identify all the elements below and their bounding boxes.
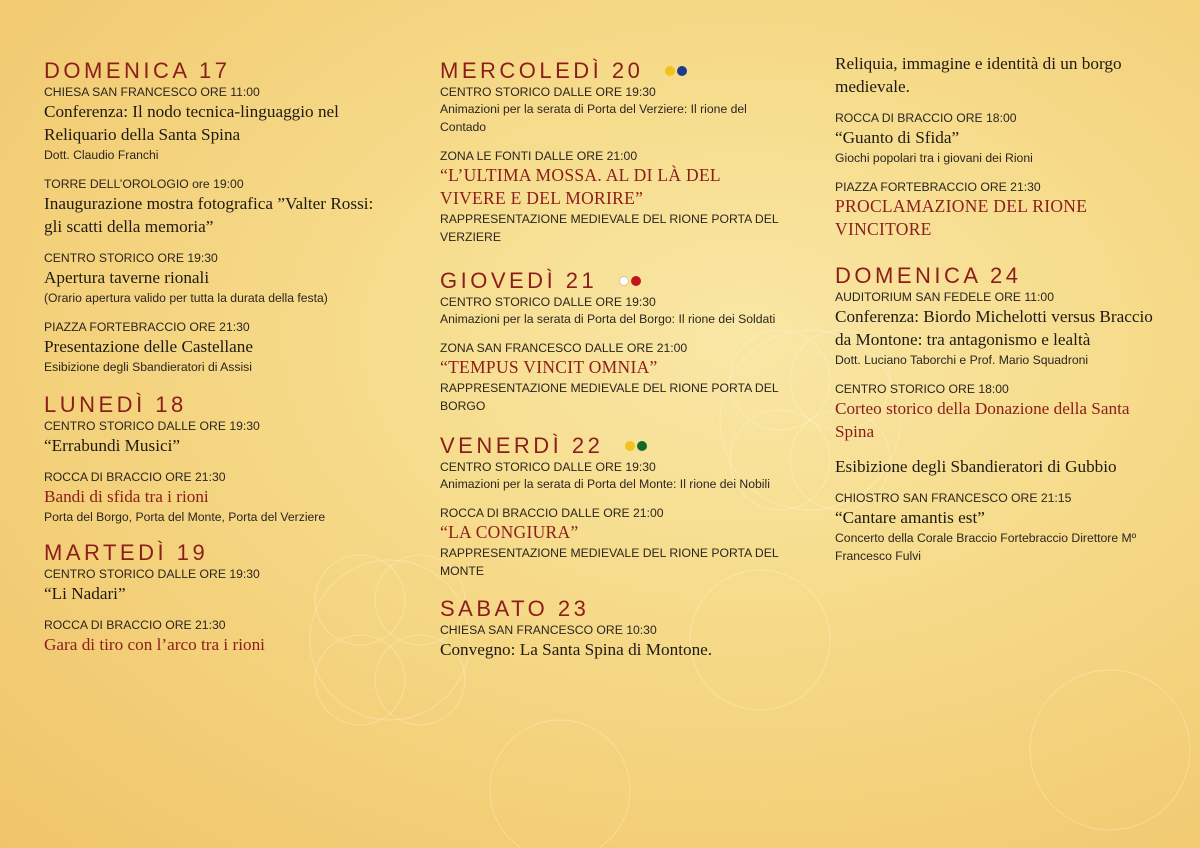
event-location-time: CENTRO STORICO DALLE ORE 19:30 (440, 460, 656, 474)
event-item (440, 294, 780, 328)
event-description: Porta del Borgo, Porta del Monte, Porta del Verziere (44, 510, 326, 524)
event-location-time: CENTRO STORICO DALLE ORE 19:30 (440, 85, 656, 99)
event-item (44, 176, 384, 238)
event-location-time: CENTRO STORICO ORE 19:30 (44, 251, 218, 265)
event-item (835, 179, 1165, 241)
event-title: “TEMPUS VINCIT OMNIA” (440, 357, 658, 377)
day-heading-text: DOMENICA 24 (835, 263, 1022, 288)
day-section (835, 263, 1165, 565)
event-description: RAPPRESENTAZIONE MEDIEVALE DEL RIONE PORTA DEL BORGO (440, 381, 779, 413)
event-title: Corteo storico della Donazione della Santa Spina (835, 399, 1130, 441)
event-item (44, 617, 384, 656)
event-item (44, 566, 384, 605)
event-title: Bandi di sfida tra i rioni (44, 487, 209, 506)
event-location-time: CHIESA SAN FRANCESCO ORE 10:30 (440, 623, 657, 637)
day-heading-text: GIOVEDÌ 21 (440, 268, 598, 293)
day-section (44, 392, 384, 526)
event-location-time: ROCCA DI BRACCIO ORE 18:00 (835, 111, 1017, 125)
day-heading-text: MERCOLEDÌ 20 (440, 58, 644, 83)
day-heading (44, 58, 384, 84)
event-title: Conferenza: Il nodo tecnica-linguaggio nel Reliquario della Santa Spina (44, 102, 339, 144)
event-description: Animazioni per la serata di Porta del Monte: Il rione dei Nobili (440, 477, 770, 491)
color-dot-icon (665, 66, 675, 76)
event-description: (Orario apertura valido per tutta la durata della festa) (44, 291, 328, 305)
event-item (835, 455, 1165, 478)
event-location-time: TORRE DELL’OROLOGIO ore 19:00 (44, 177, 244, 191)
color-dot-icon (631, 276, 641, 286)
event-location-time: ZONA SAN FRANCESCO DALLE ORE 21:00 (440, 341, 688, 355)
day-heading (835, 263, 1165, 289)
event-description: Dott. Claudio Franchi (44, 148, 159, 162)
event-description: Animazioni per la serata di Porta del Verziere: Il rione del Contado (440, 102, 747, 134)
event-title: Convegno: La Santa Spina di Montone. (440, 640, 713, 659)
color-dot-icon (637, 441, 647, 451)
event-item (44, 250, 384, 307)
event-title: Gara di tiro con l’arco tra i rioni (44, 635, 265, 654)
event-title: “Errabundi Musici” (44, 436, 181, 455)
event-description: Animazioni per la serata di Porta del Borgo: Il rione dei Soldati (440, 312, 776, 326)
event-title: “L’ULTIMA MOSSA. AL DI LÀ DEL VIVERE E DEL MORIRE” (440, 165, 721, 208)
event-location-time: ZONA LE FONTI DALLE ORE 21:00 (440, 149, 638, 163)
day-heading (44, 392, 384, 418)
day-heading-text: SABATO 23 (440, 596, 590, 621)
event-title: “Guanto di Sfida” (835, 128, 960, 147)
event-description: Dott. Luciano Taborchi e Prof. Mario Squadroni (835, 353, 1089, 367)
rione-colors-icon (665, 66, 687, 76)
event-title: PROCLAMAZIONE DEL RIONE VINCITORE (835, 196, 1088, 239)
day-section (440, 58, 780, 246)
event-location-time: PIAZZA FORTEBRACCIO ORE 21:30 (44, 320, 250, 334)
day-heading (44, 540, 384, 566)
day-section (835, 52, 1165, 241)
event-title: “LA CONGIURA” (440, 522, 579, 542)
event-title: Conferenza: Biordo Michelotti versus Braccio da Montone: tra antagonismo e lealtà (835, 307, 1153, 349)
event-item (440, 84, 780, 136)
event-description: RAPPRESENTAZIONE MEDIEVALE DEL RIONE PORTA DEL MONTE (440, 546, 779, 578)
column-right (835, 52, 1165, 577)
color-dot-icon (677, 66, 687, 76)
event-location-time: ROCCA DI BRACCIO DALLE ORE 21:00 (440, 506, 664, 520)
day-section (440, 596, 780, 661)
column-middle (440, 58, 780, 673)
event-item (440, 340, 780, 415)
event-item (440, 148, 780, 246)
day-section (440, 433, 780, 580)
event-location-time: CENTRO STORICO DALLE ORE 19:30 (44, 567, 260, 581)
day-section (44, 540, 384, 656)
event-item (440, 505, 780, 580)
event-item (835, 52, 1165, 98)
event-title: Apertura taverne rionali (44, 268, 210, 287)
event-item (835, 289, 1165, 369)
event-location-time: CHIESA SAN FRANCESCO ORE 11:00 (44, 85, 260, 99)
event-item (44, 84, 384, 164)
event-item (835, 110, 1165, 167)
column-left (44, 58, 384, 668)
event-title: Reliquia, immagine e identità di un borgo medievale. (835, 54, 1122, 96)
event-location-time: CHIOSTRO SAN FRANCESCO ORE 21:15 (835, 491, 1072, 505)
event-title: Esibizione degli Sbandieratori di Gubbio (835, 457, 1117, 476)
event-location-time: CENTRO STORICO ORE 18:00 (835, 382, 1009, 396)
event-title: Inaugurazione mostra fotografica ”Valter Rossi: gli scatti della memoria” (44, 194, 374, 236)
event-location-time: AUDITORIUM SAN FEDELE ORE 11:00 (835, 290, 1054, 304)
day-heading (440, 596, 780, 622)
event-title: “Li Nadari” (44, 584, 126, 603)
day-heading (440, 268, 780, 294)
event-location-time: ROCCA DI BRACCIO ORE 21:30 (44, 618, 226, 632)
event-description: RAPPRESENTAZIONE MEDIEVALE DEL RIONE PORTA DEL VERZIERE (440, 212, 779, 244)
color-dot-icon (625, 441, 635, 451)
event-location-time: CENTRO STORICO DALLE ORE 19:30 (44, 419, 260, 433)
event-item (835, 490, 1165, 565)
event-item (835, 381, 1165, 443)
day-section (440, 268, 780, 415)
rione-colors-icon (619, 276, 641, 286)
day-section (44, 58, 384, 376)
day-heading-text: LUNEDÌ 18 (44, 392, 187, 417)
event-description: Esibizione degli Sbandieratori di Assisi (44, 360, 252, 374)
event-location-time: CENTRO STORICO DALLE ORE 19:30 (440, 295, 656, 309)
event-item (44, 319, 384, 376)
event-location-time: PIAZZA FORTEBRACCIO ORE 21:30 (835, 180, 1041, 194)
day-heading-text: VENERDÌ 22 (440, 433, 604, 458)
event-title: “Cantare amantis est” (835, 508, 985, 527)
day-heading (440, 433, 780, 459)
event-description: Concerto della Corale Braccio Fortebraccio Direttore Mº Francesco Fulvi (835, 531, 1137, 563)
event-item (440, 622, 780, 661)
event-item (44, 469, 384, 526)
event-title: Presentazione delle Castellane (44, 337, 254, 356)
day-heading (440, 58, 780, 84)
event-description: Giochi popolari tra i giovani dei Rioni (835, 151, 1033, 165)
event-item (440, 459, 780, 493)
event-location-time: ROCCA DI BRACCIO ORE 21:30 (44, 470, 226, 484)
event-item (44, 418, 384, 457)
day-heading-text: DOMENICA 17 (44, 58, 231, 83)
color-dot-icon (619, 276, 629, 286)
rione-colors-icon (625, 441, 647, 451)
day-heading-text: MARTEDÌ 19 (44, 540, 209, 565)
